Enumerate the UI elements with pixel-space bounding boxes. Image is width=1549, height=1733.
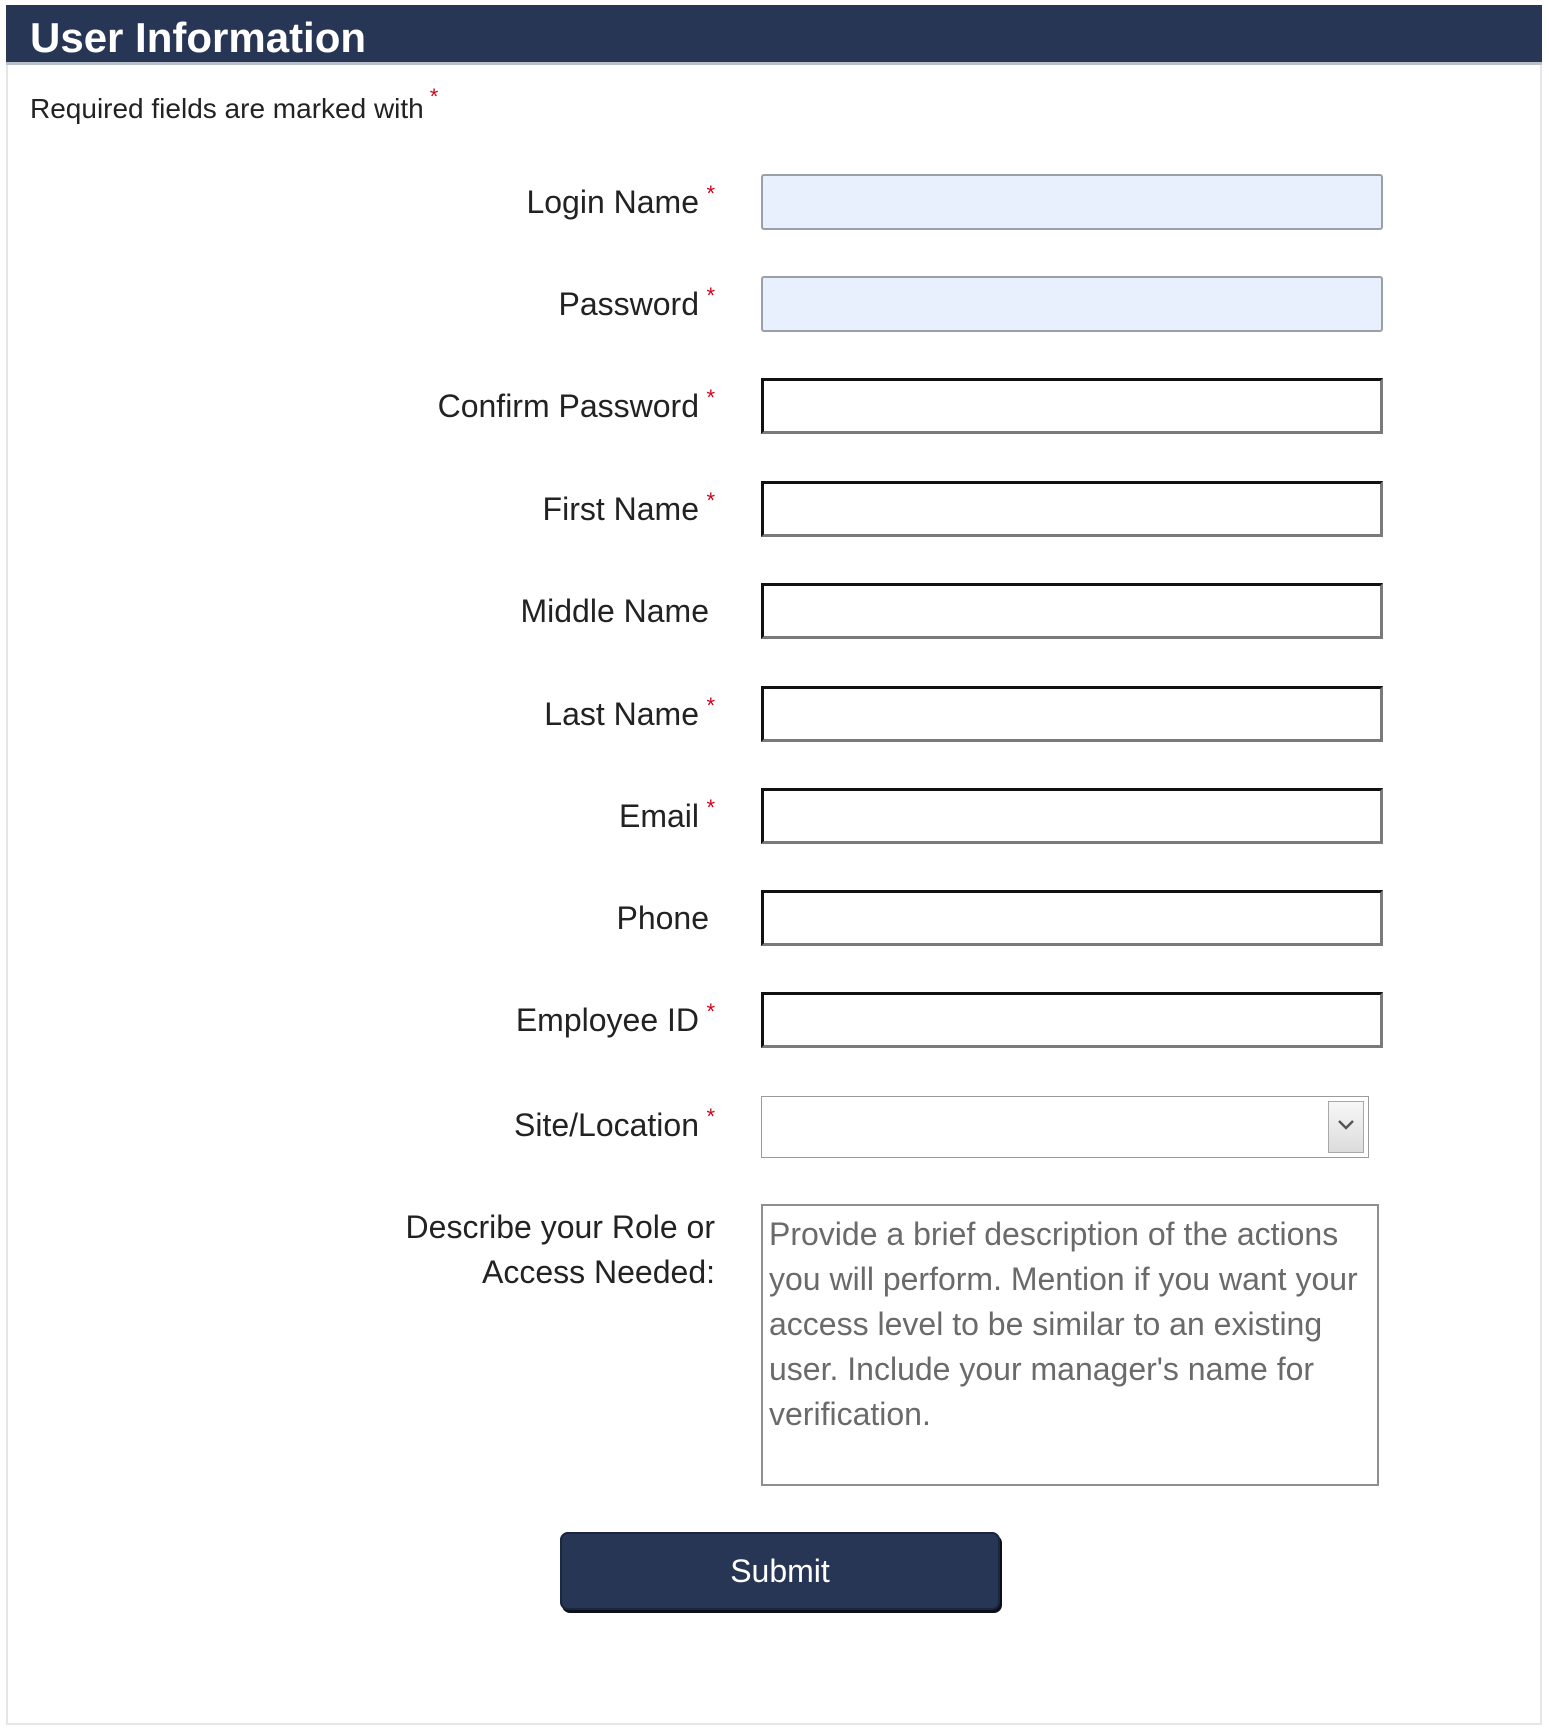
required-marker: *	[706, 385, 715, 410]
required-fields-note	[30, 84, 439, 128]
required-note-text: Required fields are marked with	[30, 93, 424, 124]
password-label: Password *	[559, 284, 700, 324]
phone-input[interactable]	[761, 890, 1383, 946]
required-marker: *	[706, 795, 715, 820]
required-marker: *	[706, 181, 715, 206]
role-label-line2: Access Needed:	[481, 1254, 715, 1290]
phone-label: Phone	[616, 900, 709, 936]
middle-name-label: Middle Name	[520, 593, 709, 629]
required-marker: *	[706, 999, 715, 1024]
role-description-textarea[interactable]	[761, 1204, 1379, 1486]
middle-name-input[interactable]	[761, 583, 1383, 639]
site-location-label: Site/Location *	[514, 1105, 699, 1145]
page-title: User Information	[30, 14, 367, 61]
last-name-label: Last Name *	[544, 694, 699, 734]
first-name-label: First Name *	[543, 489, 699, 529]
email-input[interactable]	[761, 788, 1383, 844]
employee-id-label: Employee ID *	[516, 1000, 699, 1040]
confirm-password-input[interactable]	[761, 378, 1383, 434]
site-location-select[interactable]	[761, 1096, 1369, 1158]
required-marker: *	[706, 283, 715, 308]
role-description-placeholder: Provide a brief description of the actions you will perform. Mention if you want your access level to be similar to an existing user. Include your manager's name for verification.	[769, 1216, 1358, 1432]
submit-button[interactable]: Submit	[560, 1532, 1000, 1610]
required-marker: *	[706, 488, 715, 513]
required-marker: *	[429, 84, 439, 109]
employee-id-input[interactable]	[761, 992, 1383, 1048]
login-name-input[interactable]	[761, 174, 1383, 230]
panel-header	[6, 5, 1542, 65]
email-label: Email *	[619, 796, 699, 836]
required-marker: *	[706, 693, 715, 718]
confirm-password-label: Confirm Password *	[438, 386, 699, 426]
required-marker: *	[706, 1104, 715, 1129]
role-label-line1: Describe your Role or	[405, 1209, 715, 1245]
dropdown-toggle[interactable]	[1328, 1101, 1364, 1153]
password-input[interactable]	[761, 276, 1383, 332]
chevron-down-icon	[1337, 1118, 1355, 1132]
last-name-input[interactable]	[761, 686, 1383, 742]
role-description-label	[295, 1205, 715, 1295]
first-name-input[interactable]	[761, 481, 1383, 537]
login-name-label: Login Name *	[526, 182, 699, 222]
